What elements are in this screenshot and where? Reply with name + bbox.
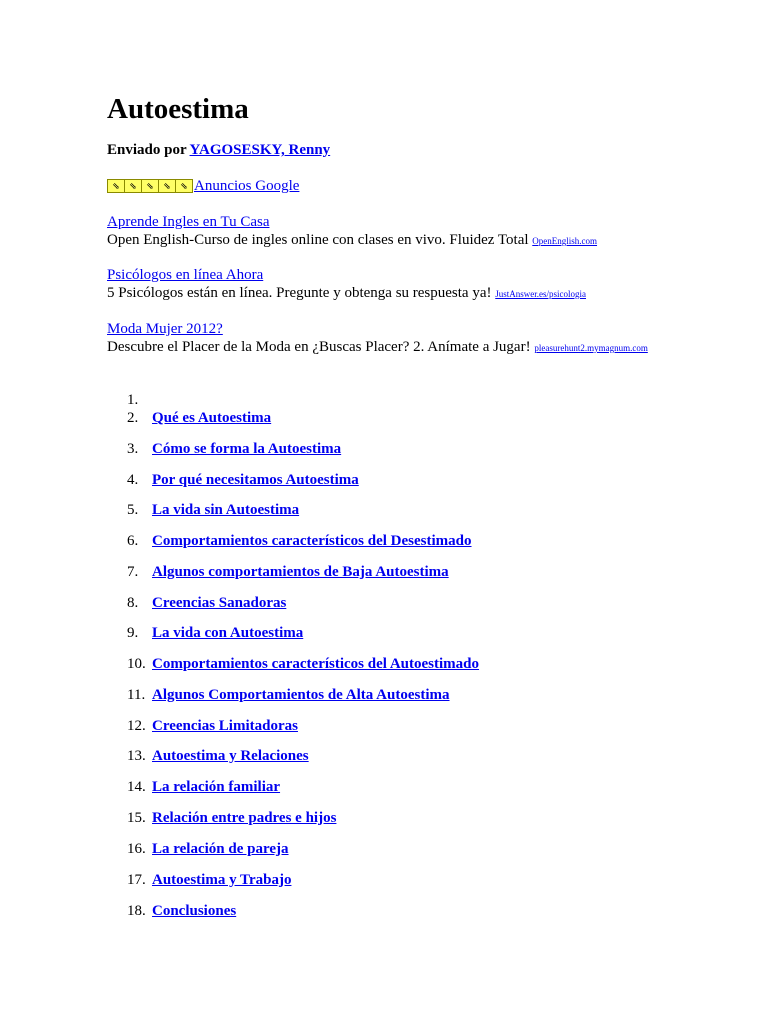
toc-item: 4. Por qué necesitamos Autoestima: [127, 472, 359, 488]
ad-arrow-icon[interactable]: ⇘: [108, 180, 125, 192]
ad-description: Open English-Curso de ingles online con clases en vivo. Fluidez Total OpenEnglish.com: [107, 232, 598, 248]
toc-link[interactable]: Creencias Limitadoras: [152, 718, 298, 734]
ad-description: Descubre el Placer de la Moda en ¿Buscas Placer? 2. Anímate a Jugar! pleasurehunt2.mymagnum.com: [107, 339, 648, 355]
ad-item: [107, 320, 648, 357]
toc-item: 3. Cómo se forma la Autoestima: [127, 441, 342, 457]
toc-link[interactable]: Comportamientos característicos del Autoestimado: [152, 656, 480, 672]
google-ads-link[interactable]: Anuncios Google: [194, 178, 300, 194]
ad-arrow-icon[interactable]: ⇘: [142, 180, 159, 192]
toc-item: 8. Creencias Sanadoras: [127, 595, 287, 611]
ad-item: [107, 266, 586, 303]
toc-item: 10. Comportamientos característicos del Autoestimado: [127, 656, 480, 672]
toc-item: 13. Autoestima y Relaciones: [127, 748, 309, 764]
toc-item: 14. La relación familiar: [127, 779, 281, 795]
toc-item: 5. La vida sin Autoestima: [127, 502, 300, 518]
ad-url-link[interactable]: pleasurehunt2.mymagnum.com: [534, 343, 648, 353]
toc-link[interactable]: Qué es Autoestima: [152, 410, 272, 426]
toc-item: 7. Algunos comportamientos de Baja Autoestima: [127, 564, 449, 580]
toc-link[interactable]: La relación familiar: [152, 779, 281, 795]
toc-link[interactable]: Creencias Sanadoras: [152, 595, 287, 611]
toc-link[interactable]: Conclusiones: [152, 903, 237, 919]
toc-item: 9. La vida con Autoestima: [127, 625, 304, 641]
author-link[interactable]: YAGOSESKY, Renny: [189, 142, 331, 158]
toc-item: 2. Qué es Autoestima: [127, 410, 272, 426]
toc-link[interactable]: La relación de pareja: [152, 841, 289, 857]
toc-link[interactable]: La vida con Autoestima: [152, 625, 304, 641]
toc-item: 12. Creencias Limitadoras: [127, 718, 298, 734]
toc-link[interactable]: Comportamientos característicos del Desestimado: [152, 533, 472, 549]
toc-link[interactable]: Cómo se forma la Autoestima: [152, 441, 342, 457]
byline-prefix: Enviado por: [107, 142, 187, 158]
toc-link[interactable]: Algunos comportamientos de Baja Autoestima: [152, 564, 449, 580]
ad-title-link[interactable]: Moda Mujer 2012?: [107, 321, 223, 337]
toc-item: 17. Autoestima y Trabajo: [127, 872, 292, 888]
toc-link[interactable]: Autoestima y Trabajo: [152, 872, 292, 888]
toc-item: 6. Comportamientos característicos del Desestimado: [127, 533, 472, 549]
ad-title-link[interactable]: Psicólogos en línea Ahora: [107, 267, 264, 283]
ad-arrow-icon[interactable]: ⇘: [180, 181, 188, 191]
ad-url-link[interactable]: JustAnswer.es/psicologia: [495, 289, 586, 299]
toc-item: 11. Algunos Comportamientos de Alta Autoestima: [127, 687, 450, 703]
ad-url-link[interactable]: OpenEnglish.com: [532, 236, 598, 246]
ad-title-link[interactable]: Aprende Ingles en Tu Casa: [107, 214, 270, 230]
toc-link[interactable]: Por qué necesitamos Autoestima: [152, 472, 359, 488]
toc-item: 1.: [127, 392, 139, 408]
toc-link[interactable]: Algunos Comportamientos de Alta Autoestima: [152, 687, 450, 703]
toc-item: 18. Conclusiones: [127, 903, 237, 919]
ad-arrow-icon[interactable]: ⇘: [159, 180, 176, 192]
ad-choices-icons[interactable]: [107, 179, 193, 193]
ad-item: [107, 213, 597, 250]
ad-arrow-icon[interactable]: ⇘: [125, 180, 142, 192]
toc-item: 15. Relación entre padres e hijos: [127, 810, 337, 826]
byline: [107, 141, 330, 159]
toc-link[interactable]: Relación entre padres e hijos: [152, 810, 337, 826]
ads-header: [107, 177, 299, 195]
toc-item: 16. La relación de pareja: [127, 841, 289, 857]
page-title: Autoestima: [107, 93, 249, 125]
ad-description: 5 Psicólogos están en línea. Pregunte y obtenga su respuesta ya! JustAnswer.es/psicologia: [107, 285, 586, 301]
toc-link[interactable]: La vida sin Autoestima: [152, 502, 300, 518]
toc-link[interactable]: Autoestima y Relaciones: [152, 748, 309, 764]
